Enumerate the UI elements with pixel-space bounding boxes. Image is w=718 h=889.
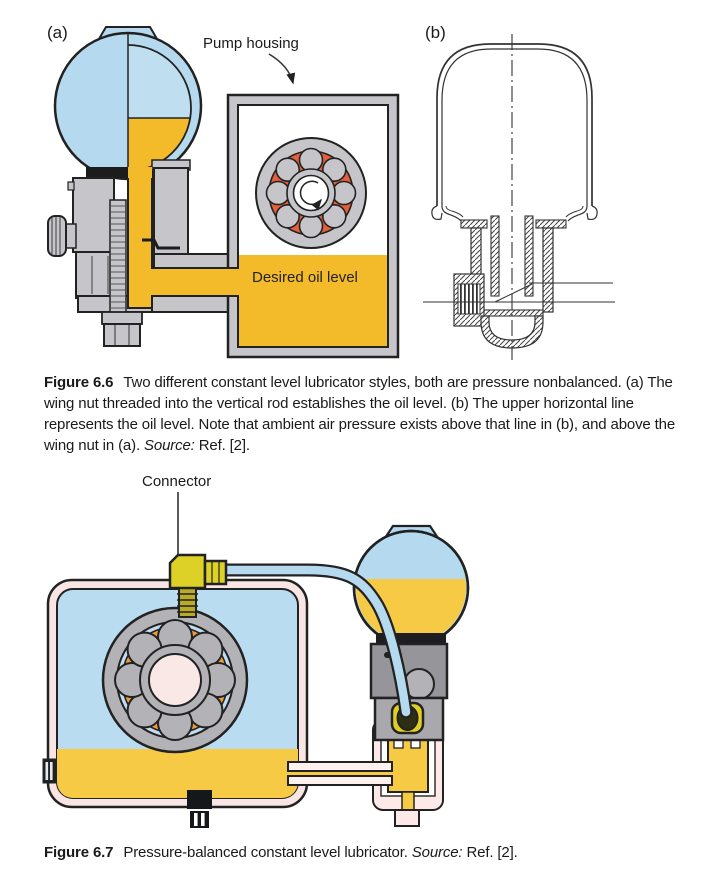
channel-wall-bottom <box>140 296 240 312</box>
knurled-knob <box>48 216 76 256</box>
cup-right <box>154 168 188 254</box>
caption-source-label: Source: <box>411 844 463 861</box>
caption-source-label: Source: <box>144 437 195 454</box>
left-drain-fitting <box>43 759 56 783</box>
panel-b-label: (b) <box>425 23 446 42</box>
caption-text: Two different constant level lubricator styles, both are pressure nonbalanced. (a) The wing nut threaded into the vertical rod establishes the oil level. (b) The upper horizontal line represents the oil level. Note that ambient air pressure exists above that line in (b), and above the wing nut in (a). <box>44 374 676 454</box>
drain-plug <box>187 790 212 828</box>
dome-lip-right <box>587 206 597 219</box>
dome-lip-left <box>432 206 442 219</box>
bulb-cutaway-oil <box>128 40 198 180</box>
caption-label: Figure 6.7 <box>44 844 114 861</box>
body-lug <box>68 182 74 190</box>
bearing <box>256 138 366 248</box>
pump-housing-label: Pump housing <box>203 35 299 52</box>
rod-collar <box>102 312 142 324</box>
stem-wall-right <box>543 228 553 312</box>
skirt-right-inner <box>566 206 583 217</box>
figure-6-7-caption <box>44 842 700 863</box>
book-page <box>0 10 718 889</box>
body-upper-block <box>73 178 114 252</box>
housing-oil-pool <box>57 749 298 798</box>
dome-outer <box>437 44 592 206</box>
dome-inner <box>442 49 587 206</box>
oil-balance-pipes <box>288 762 392 785</box>
figure-6-6-caption <box>44 372 700 456</box>
inner-tube-left <box>491 216 499 296</box>
lubricator-b-line-drawing <box>423 34 615 360</box>
knurled-stripes <box>458 284 480 314</box>
skirt-left-inner <box>446 206 463 217</box>
bearing-2 <box>103 608 247 752</box>
caption-label: Figure 6.6 <box>44 374 114 391</box>
figure-6-6-diagram <box>40 10 688 362</box>
caption-source-ref: Ref. [2]. <box>466 844 518 861</box>
panel-a-label: (a) <box>47 23 68 42</box>
caption-text: Pressure-balanced constant level lubricator. <box>123 844 408 861</box>
figure-6-7-diagram <box>40 470 520 832</box>
wing-nut <box>104 324 140 346</box>
lower-stub <box>395 810 419 826</box>
flange-right <box>536 220 566 228</box>
caption-source-ref: Ref. [2]. <box>198 437 250 454</box>
pump-housing-arrow-icon <box>269 54 293 83</box>
flange-left <box>461 220 487 228</box>
connector-label: Connector <box>142 473 212 490</box>
desired-oil-level-label: Desired oil level <box>252 269 358 286</box>
lubricator-body-2 <box>371 633 447 740</box>
